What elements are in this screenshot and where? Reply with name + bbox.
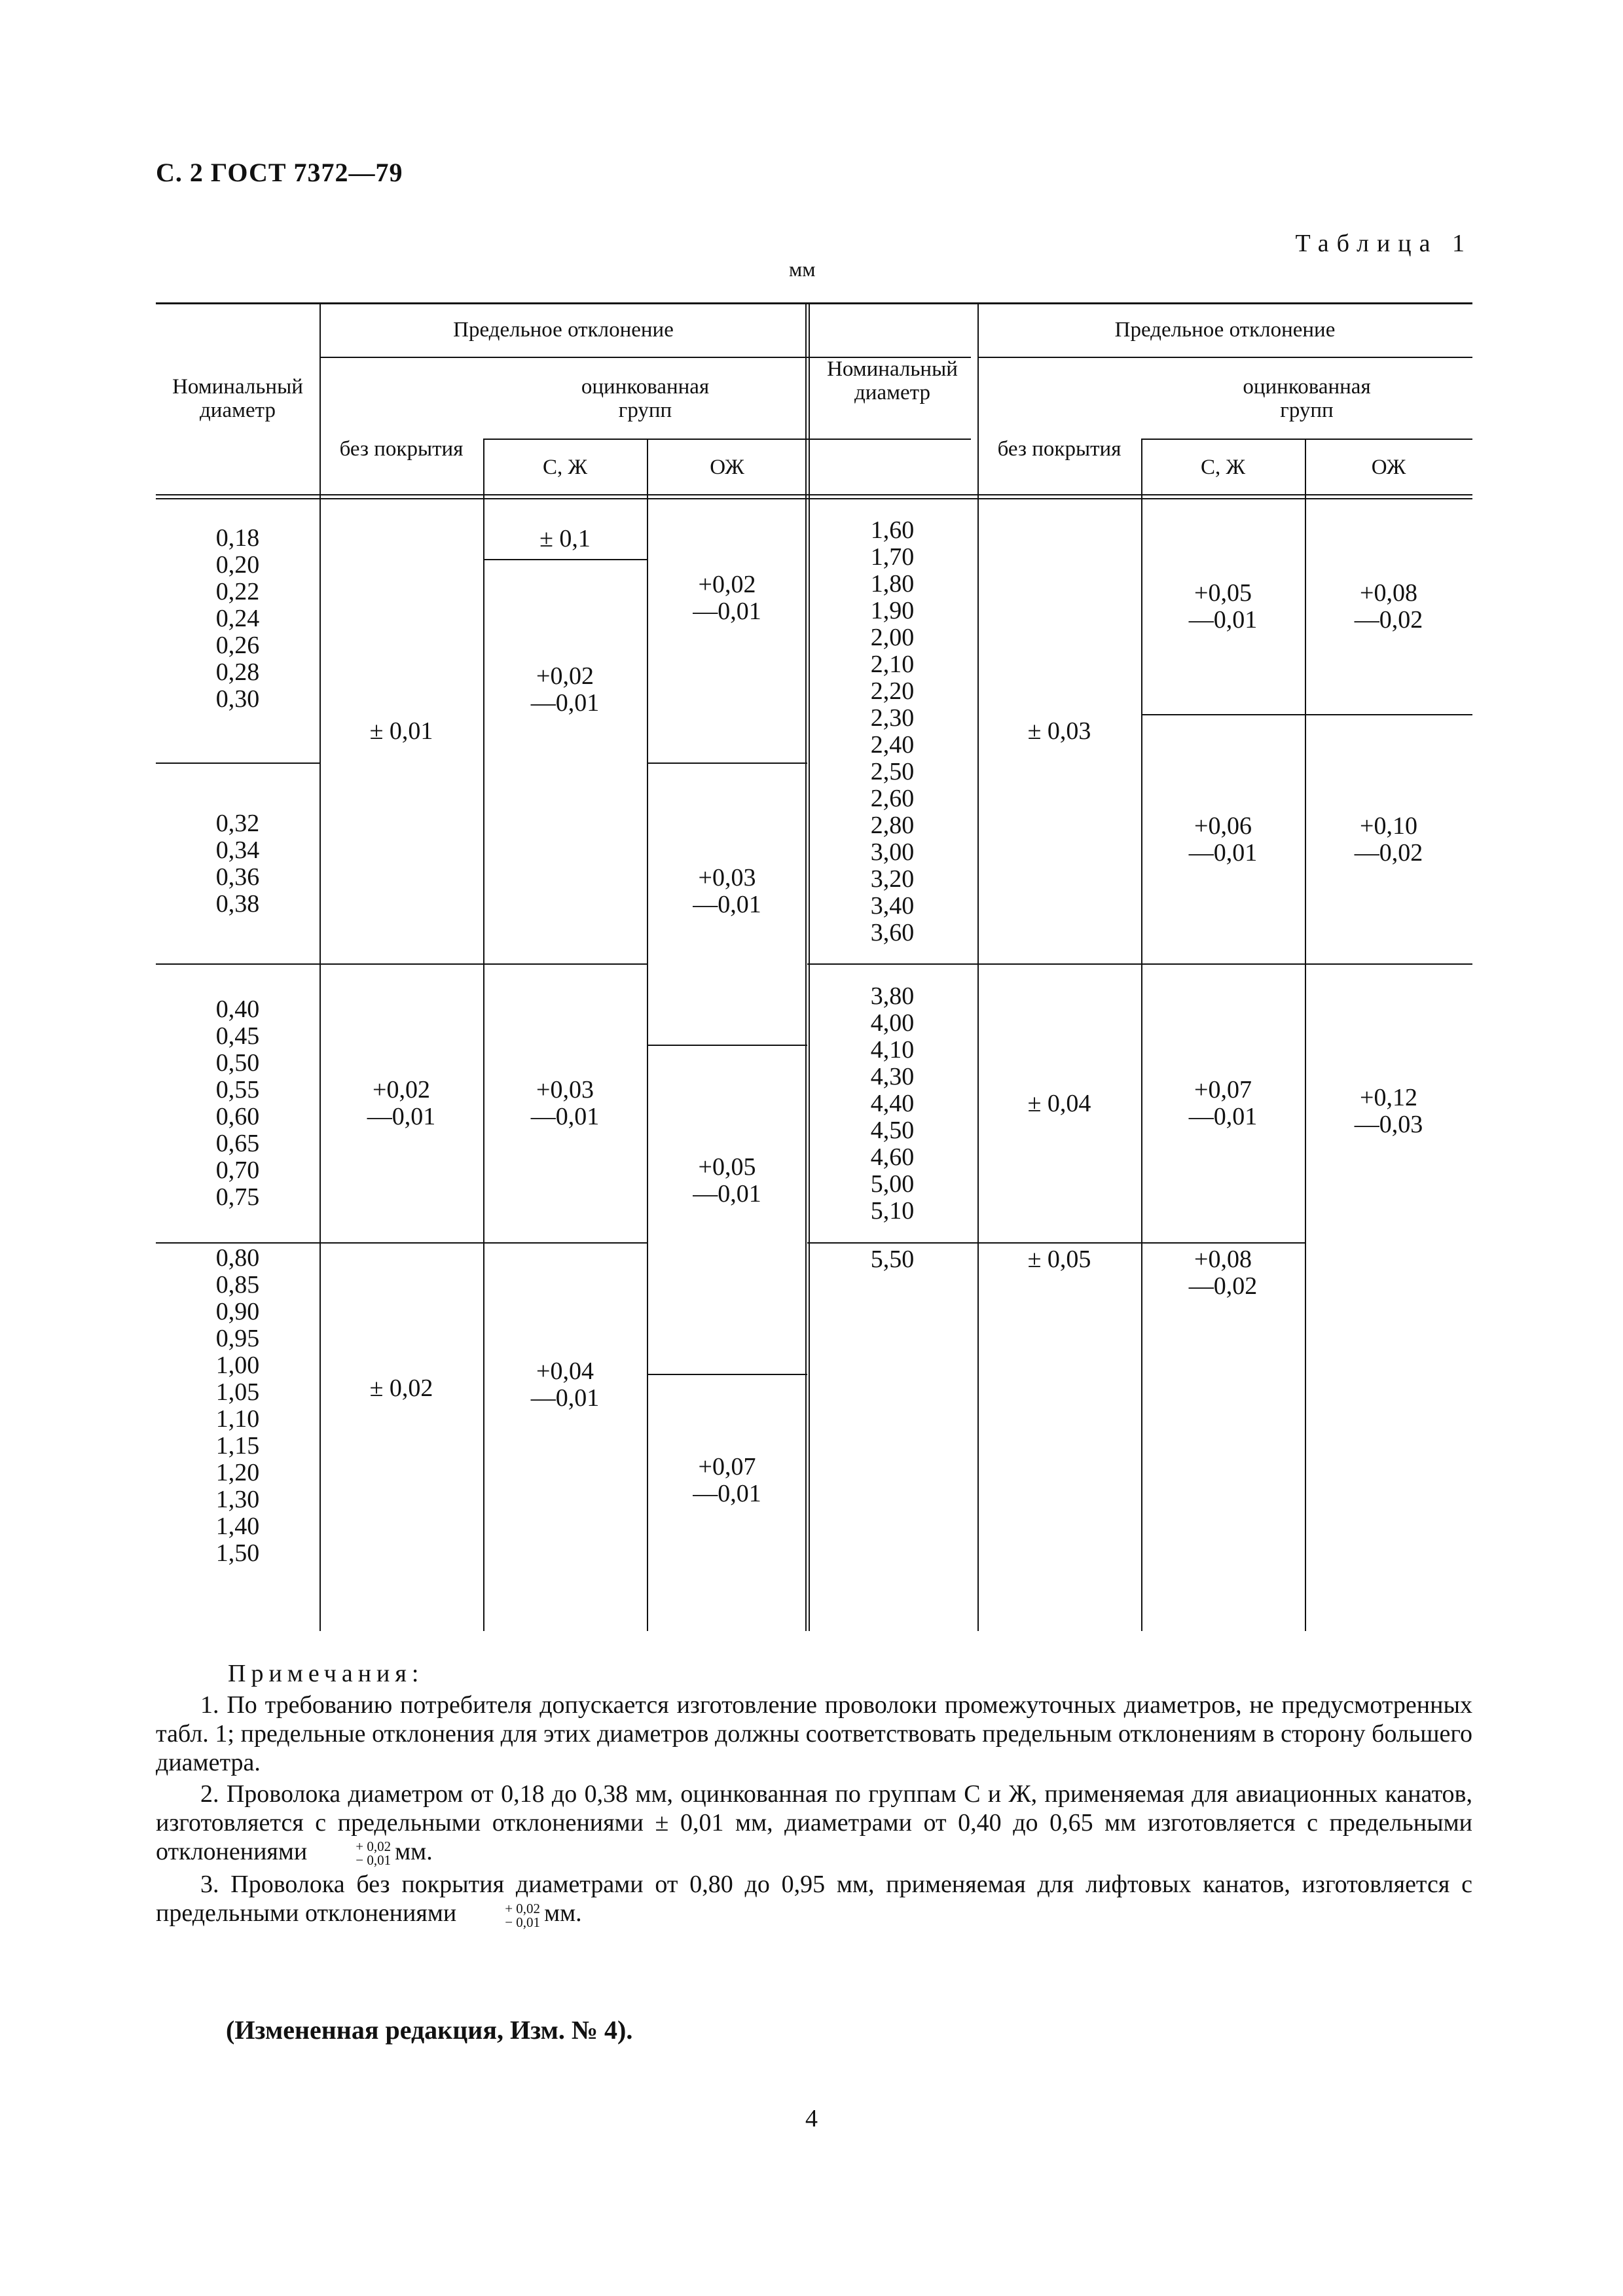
diameter-group-4: 0,80 0,85 0,90 0,95 1,00 1,05 1,10 1,15 1,20 1,30 1,40 1,50 xyxy=(215,1244,260,1567)
table-label: Таблица 1 xyxy=(1295,230,1472,257)
uncoated-tolerance-3: ± 0,02 xyxy=(369,1374,433,1402)
oz-tolerance-5: +0,08 —0,02 xyxy=(1354,579,1423,634)
note-2 xyxy=(156,1780,1472,1867)
header-group-sz-right: С, Ж xyxy=(1200,455,1246,479)
uncoated-tolerance-6: ± 0,05 xyxy=(1027,1246,1091,1273)
diameter-group-7: 5,50 xyxy=(870,1246,915,1273)
sz-tolerance-7: +0,07 —0,01 xyxy=(1188,1076,1258,1130)
oz-tolerance-4: +0,07 —0,01 xyxy=(693,1452,761,1507)
amendment-note: (Измененная редакция, Изм. № 4). xyxy=(226,2015,633,2045)
header-uncoated-right: без покрытия xyxy=(997,437,1122,461)
oz-tolerance-1: +0,02 —0,01 xyxy=(693,571,761,625)
sz-tolerance-4: +0,04 —0,01 xyxy=(530,1357,600,1412)
header-galvanized-left: оцинкованная групп xyxy=(581,374,710,422)
oz-tolerance-3: +0,05 —0,01 xyxy=(693,1153,761,1208)
note-2-tolerance xyxy=(311,1840,391,1867)
uncoated-tolerance-2: +0,02 —0,01 xyxy=(367,1076,436,1130)
diameter-group-5: 1,60 1,70 1,80 1,90 2,00 2,10 2,20 2,30 2,40 2,50 2,60 2,80 3,00 3,20 3,40 3,60 xyxy=(870,516,915,946)
sz-tolerance-2: +0,02 —0,01 xyxy=(530,662,600,717)
header-limit-deviation-right: Предельное отклонение xyxy=(1114,317,1336,342)
diameter-group-1: 0,18 0,20 0,22 0,24 0,26 0,28 0,30 xyxy=(215,524,260,713)
note-2-text: 2. Проволока диаметром от 0,18 до 0,38 мм, оцинкованная по группам С и Ж, применяемая для авиационных канатов, изготовляется с предельными отклонениями ± 0,01 мм, диаметрами от 0,40 до 0,65 мм изготовляется с предельными отклонениями xyxy=(156,1780,1472,1865)
uncoated-tolerance-4: ± 0,03 xyxy=(1027,717,1091,745)
notes-title: Примечания: xyxy=(228,1660,424,1687)
header-group-sz-left: С, Ж xyxy=(542,455,588,479)
sz-tolerance-6: +0,06 —0,01 xyxy=(1188,812,1258,867)
notes-section xyxy=(156,1659,1472,1932)
uncoated-tolerance-1: ± 0,01 xyxy=(369,717,433,745)
note-2-end: мм. xyxy=(395,1838,433,1865)
tolerance-plus: + 0,02 xyxy=(505,1900,541,1916)
header-uncoated-left: без покрытия xyxy=(339,437,464,461)
tolerance-minus: − 0,01 xyxy=(505,1914,541,1930)
header-nominal-diameter-left: Номинальный диаметр xyxy=(172,374,303,422)
header-galvanized-right: оцинкованная групп xyxy=(1243,374,1371,422)
diameter-group-2: 0,32 0,34 0,36 0,38 xyxy=(215,809,260,918)
oz-tolerance-6: +0,10 —0,02 xyxy=(1354,812,1423,867)
units-label: мм xyxy=(789,257,816,281)
oz-tolerance-2: +0,03 —0,01 xyxy=(693,863,761,918)
note-3-tolerance xyxy=(460,1902,540,1929)
uncoated-tolerance-5: ± 0,04 xyxy=(1027,1089,1091,1117)
note-3 xyxy=(156,1870,1472,1929)
sz-tolerance-8: +0,08 —0,02 xyxy=(1188,1246,1258,1300)
header-nominal-diameter-right: Номинальный диаметр xyxy=(827,357,958,404)
tolerance-plus: + 0,02 xyxy=(356,1839,392,1855)
note-1: 1. По требованию потребителя допускается изготовление проволоки промежуточных диаметров, не предусмотренных табл. 1; предельные отклонения для этих диаметров должны соответствовать предельным отклонениям в сторону большего диаметра. xyxy=(156,1691,1472,1776)
oz-tolerance-7: +0,12 —0,03 xyxy=(1354,1084,1423,1138)
note-3-text: 3. Проволока без покрытия диаметрами от 0,80 до 0,95 мм, применяемая для лифтовых канатов, изготовляется с предельными отклонениями xyxy=(156,1871,1472,1928)
header-group-oz-left: ОЖ xyxy=(710,455,744,479)
diameter-group-3: 0,40 0,45 0,50 0,55 0,60 0,65 0,70 0,75 xyxy=(215,996,260,1211)
document-header: С. 2 ГОСТ 7372—79 xyxy=(156,158,403,187)
diameter-group-6: 3,80 4,00 4,10 4,30 4,40 4,50 4,60 5,00 5,10 xyxy=(870,982,915,1225)
tolerance-minus: − 0,01 xyxy=(356,1852,392,1869)
sz-tolerance-3: +0,03 —0,01 xyxy=(530,1076,600,1130)
page-number: 4 xyxy=(805,2105,818,2132)
sz-tolerance-1: ± 0,1 xyxy=(539,525,591,552)
header-group-oz-right: ОЖ xyxy=(1371,455,1406,479)
note-3-end: мм. xyxy=(544,1899,582,1928)
tolerance-table xyxy=(156,302,1472,1631)
sz-tolerance-5: +0,05 —0,01 xyxy=(1188,579,1258,634)
header-limit-deviation-left: Предельное отклонение xyxy=(453,317,674,342)
